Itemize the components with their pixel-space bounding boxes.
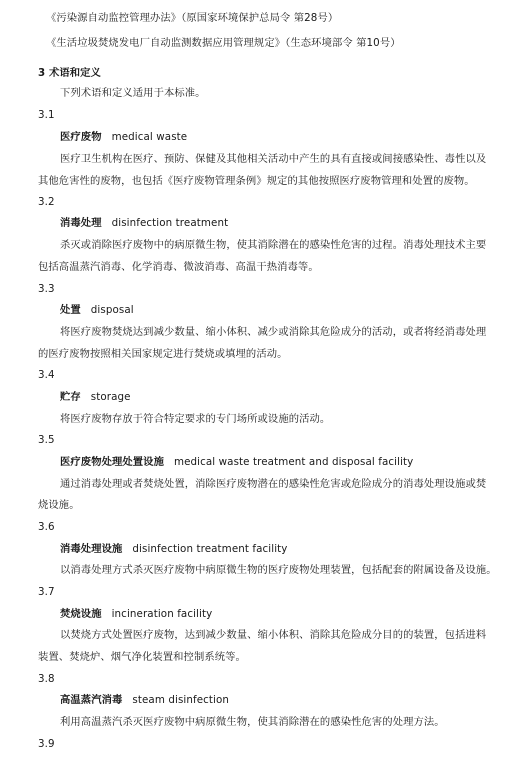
term-en: disinfection treatment (111, 217, 229, 229)
term-zh: 贮存 (60, 391, 81, 403)
section-intro: 下列术语和定义适用于本标准。 (60, 87, 206, 99)
entry-term (60, 693, 229, 707)
entry-number: 3.9 (38, 738, 55, 750)
entry-number: 3.8 (38, 673, 55, 685)
term-en: storage (90, 391, 131, 403)
entry-definition-line: 以消毒处理方式杀灭医疗废物中病原微生物的医疗废物处理装置，包括配套的附属设备及设施。 (60, 564, 497, 576)
entry-definition-line: 以焚烧方式处置医疗废物，达到减少数量、缩小体积、消除其危险成分目的的装置，包括进料 (60, 629, 487, 641)
term-en: medical waste treatment and disposal facility (173, 456, 414, 468)
reference-line-2: 《生活垃圾焚烧发电厂自动监测数据应用管理规定》（生态环境部令 第10号） (46, 37, 401, 49)
entry-definition-line: 将医疗废物焚烧达到减少数量、缩小体积、减少或消除其危险成分的活动，或者将经消毒处理 (60, 326, 487, 338)
entry-term (60, 542, 288, 556)
entry-definition-line: 通过消毒处理或者焚烧处置，消除医疗废物潜在的感染性危害或危险成分的消毒处理设施或焚 (60, 478, 487, 490)
entry-definition-line: 杀灭或消除医疗废物中的病原微生物，使其消除潜在的感染性危害的过程。消毒处理技术主要 (60, 239, 487, 251)
term-en: medical waste (111, 131, 188, 143)
term-zh: 医疗废物 (60, 131, 102, 143)
entry-number: 3.3 (38, 283, 55, 295)
section-heading: 3 术语和定义 (38, 67, 101, 79)
entry-term (60, 607, 212, 621)
term-en: disposal (90, 304, 134, 316)
entry-number: 3.1 (38, 109, 55, 121)
term-zh: 焚烧设施 (60, 608, 102, 620)
entry-definition-line: 装置、焚烧炉、烟气净化装置和控制系统等。 (38, 651, 246, 663)
term-zh: 医疗废物处理处置设施 (60, 456, 164, 468)
term-zh: 处置 (60, 304, 81, 316)
entry-definition-line: 其他危害性的废物，也包括《医疗废物管理条例》规定的其他按照医疗废物管理和处置的废物。 (38, 175, 475, 187)
entry-number: 3.4 (38, 369, 55, 381)
entry-definition-line: 利用高温蒸汽杀灭医疗废物中病原微生物，使其消除潜在的感染性危害的处理方法。 (60, 716, 445, 728)
reference-line-1: 《污染源自动监控管理办法》（原国家环境保护总局令 第28号） (46, 12, 339, 24)
entry-definition-line: 医疗卫生机构在医疗、预防、保健及其他相关活动中产生的具有直接或间接感染性、毒性以及 (60, 153, 487, 165)
term-en: incineration facility (111, 608, 213, 620)
term-en: disinfection treatment facility (132, 543, 288, 555)
entry-term (60, 216, 228, 230)
term-en: steam disinfection (132, 694, 230, 706)
entry-term (60, 303, 134, 317)
entry-term (60, 455, 413, 469)
entry-number: 3.5 (38, 434, 55, 446)
entry-number: 3.6 (38, 521, 55, 533)
term-zh: 消毒处理 (60, 217, 102, 229)
term-zh: 高温蒸汽消毒 (60, 694, 123, 706)
entry-definition-line: 的医疗废物按照相关国家规定进行焚烧或填埋的活动。 (38, 348, 288, 360)
entry-term (60, 130, 187, 144)
entry-term (60, 390, 131, 404)
entry-definition-line: 将医疗废物存放于符合特定要求的专门场所或设施的活动。 (60, 413, 331, 425)
entry-definition-line: 包括高温蒸汽消毒、化学消毒、微波消毒、高温干热消毒等。 (38, 261, 319, 273)
entry-number: 3.2 (38, 196, 55, 208)
entry-number: 3.7 (38, 586, 55, 598)
term-zh: 消毒处理设施 (60, 543, 123, 555)
entry-definition-line: 烧设施。 (38, 499, 80, 511)
